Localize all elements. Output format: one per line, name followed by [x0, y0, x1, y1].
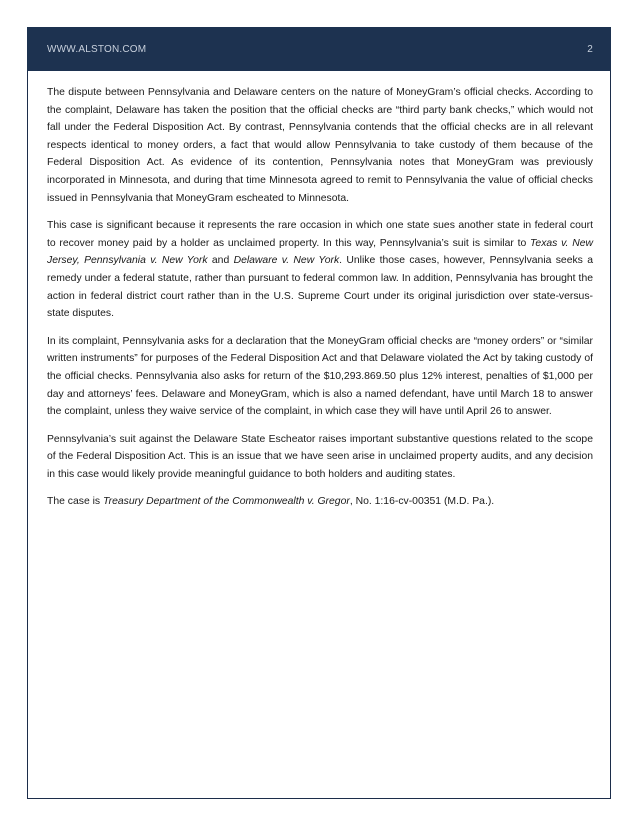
website-link[interactable]: WWW.ALSTON.COM	[47, 43, 147, 55]
paragraph-complaint: In its complaint, Pennsylvania asks for a declaration that the MoneyGram official checks are “money orders” or “similar written instruments” for purposes of the Federal Disposition Act and that Delaware violated the Act by taking custody of the official checks. Pennsylvania also asks for return of the $10,293.869.50 plus 12% interest, penalties of $1,000 per day and attorneys’ fees. Delaware and MoneyGram, which is also a named defendant, have until March 18 to answer the complaint, unless they waive service of the complaint, in which case they will have until April 26 to answer.	[47, 335, 593, 418]
significance-text-rest: . Unlike those cases, however, Pennsylvania seeks a remedy under a federal statute, rather than pursuant to federal common law. In addition, Pennsylvania has brought the action in federal district court rather than in the U.S. Supreme Court under its original jurisdiction over state-versus-state disputes.	[47, 255, 593, 320]
case-pennsylvania-v-new-york: Pennsylvania v. New York	[84, 255, 208, 267]
paragraph-dispute: The dispute between Pennsylvania and Delaware centers on the nature of MoneyGram’s official checks. According to the complaint, Delaware has taken the position that the official checks are “third party bank checks,” which would not fall under the Federal Disposition Act. By contrast, Pennsylvania contends that the official checks are in all relevant respects identical to money orders, a fact that would allow Pennsylvania to take custody of them because of the Federal Disposition Act. As evidence of its contention, Pennsylvania notes that MoneyGram was previously incorporated in Minnesota, and during that time Minnesota agreed to remit to Pennsylvania the value of official checks issued in Pennsylvania that MoneyGram escheated to Minnesota.	[47, 87, 593, 204]
case-delaware-v-new-york: Delaware v. New York	[233, 255, 340, 267]
page-header	[27, 27, 611, 71]
page-number: 2	[587, 43, 593, 55]
case-name: Treasury Department of the Commonwealth v. Gregor	[103, 496, 350, 508]
article-body	[47, 84, 593, 521]
paragraph-significance	[47, 217, 593, 323]
paragraph-citation	[47, 493, 593, 511]
paragraph-implications: Pennsylvania’s suit against the Delaware State Escheator raises important substantive questions related to the scope of the Federal Disposition Act. This is an issue that we have seen arise in unclaimed property audits, and any decision in this case would likely provide meaningful guidance to both holders and auditing states.	[47, 433, 593, 480]
significance-text-intro: This case is significant because it represents the rare occasion in which one state sues another state in federal court to recover money paid by a holder as unclaimed property. In this way, Pennsylvania’s suit is similar to	[47, 220, 593, 249]
case-separator-comma: ,	[76, 255, 85, 267]
case-texas-v-new-jersey: Texas v. New Jersey	[47, 237, 593, 267]
citation-lead: The case is	[47, 496, 104, 508]
case-separator-and: and	[207, 255, 234, 267]
case-number: , No. 1:16-cv-00351 (M.D. Pa.).	[349, 496, 495, 508]
